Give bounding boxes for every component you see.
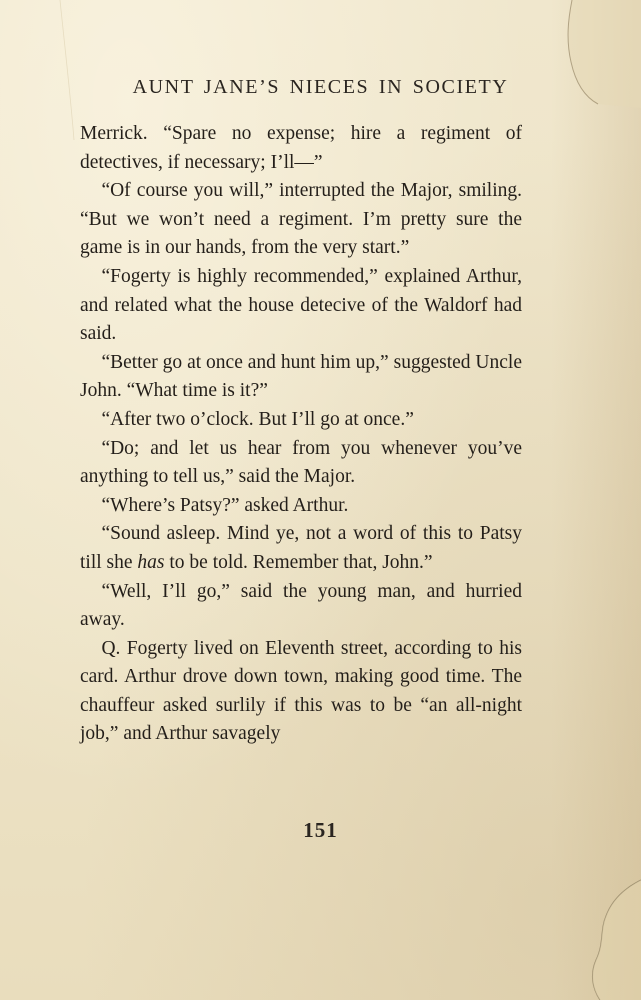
paragraph-8-before: “Sound asleep. Mind ye, not a word of this to Patsy till she (80, 523, 522, 573)
running-head: AUNT JANE’S NIECES IN SOCIETY (132, 76, 509, 98)
paragraph-8 (80, 520, 522, 577)
paragraph-7: “Where’s Patsy?” asked Arthur. (101, 494, 349, 516)
paragraph-2: “Of course you will,” interrupted the Major, smiling. “But we won’t need a regiment. I’m pretty sure the game is in our hands, from the very start.” (80, 180, 522, 259)
paragraph-3: “Fogerty is highly recommended,” explained Arthur, and related what the house detecive of the Waldorf had said. (80, 265, 522, 345)
paragraph-9: “Well, I’ll go,” said the young man, and hurried away. (80, 580, 522, 631)
paragraph-10: Q. Fogerty lived on Eleventh street, according to his card. Arthur drove down town, making good time. The chauffeur asked surlily if this was to be “an all-night job,” and Arthur savagely (80, 637, 522, 745)
paragraph-4: “Better go at once and hunt him up,” suggested Uncle John. “What time is it?” (80, 351, 522, 402)
paragraph-6: “Do; and let us hear from you whenever you’ve anything to tell us,” said the Major. (80, 437, 522, 488)
page-number: 151 (303, 818, 338, 842)
emphasis-has: has (137, 551, 165, 573)
paragraph-8-after: to be told. Remember that, John.” (164, 551, 433, 573)
paragraph-1: Merrick. “Spare no expense; hire a regiment of detectives, if necessary; I’ll—” (80, 123, 522, 173)
paragraph-5: “After two o’clock. But I’ll go at once.” (101, 408, 414, 430)
body-text (80, 120, 522, 749)
